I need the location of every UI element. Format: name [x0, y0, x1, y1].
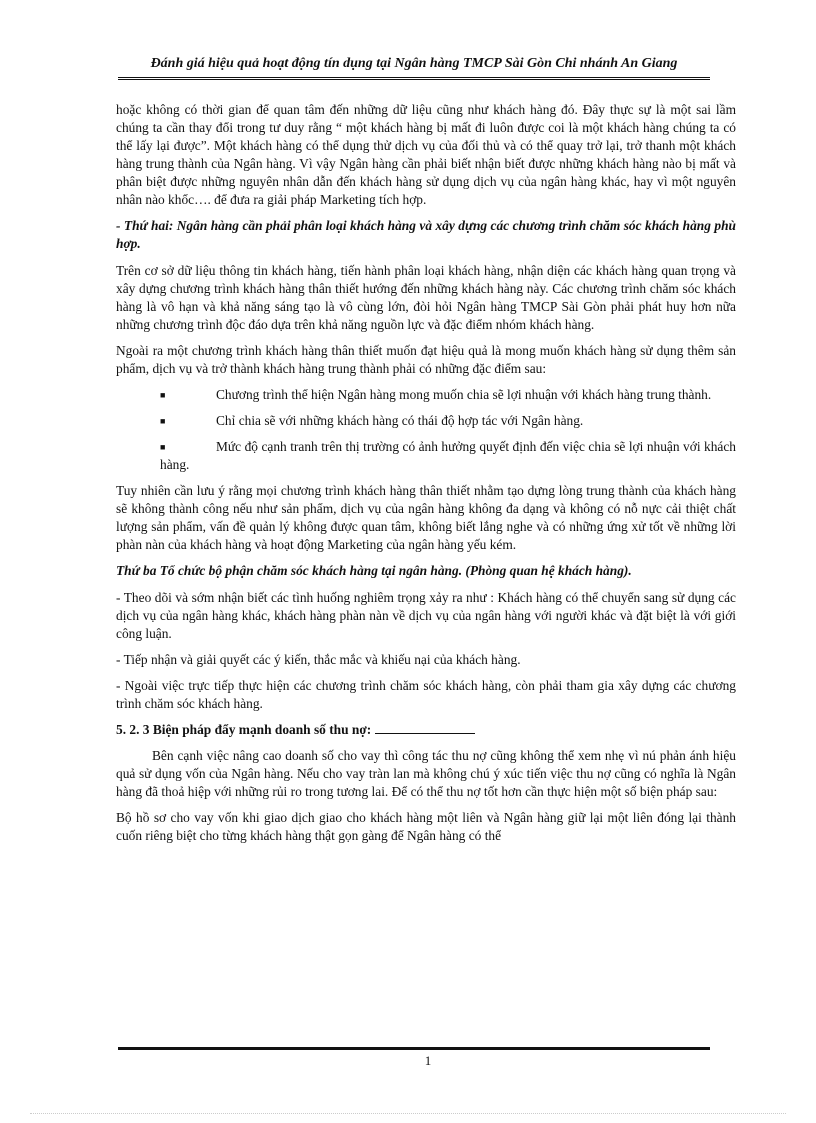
list-item-text: Mức độ cạnh tranh trên thị trường có ảnh hưởng quyết định đến việc chia sẽ lợi nhuận với khách hàng. [160, 439, 736, 472]
list-item [160, 438, 736, 474]
section-heading: Thứ ba Tổ chức bộ phận chăm sóc khách hàng tại ngân hàng. (Phòng quan hệ khách hàng). [116, 563, 632, 578]
paragraph: Trên cơ sở dữ liệu thông tin khách hàng, tiến hành phân loại khách hàng, nhận diện các khách hàng quan trọng và xây dựng chương trình khách hàng thân thiết hướng đến những khách hàng này. Các chương trình chăm sóc khách hàng là vô hạn và khả năng sáng tạo là vô cùng lớn, đòi hỏi Ngân hàng TMCP Sài Gòn phải phát huy hơn nữa những chương trình độc đáo dựa trên khả năng nguồn lực và đặc điểm nhóm khách hàng. [116, 263, 736, 332]
page-bottom-divider [30, 1113, 786, 1114]
document-body [116, 101, 736, 853]
footer-rule [118, 1047, 710, 1050]
paragraph: hoặc không có thời gian để quan tâm đến những dữ liệu cũng như khách hàng đó. Đây thực sự là một sai lầm chúng ta cần thay đổi trong tư duy rằng “ một khách hàng bị mất đi luôn được coi là một khách hàng chúng ta có thể lấy lại được”. Một khách hàng có thể dụng thử dịch vụ của đối thủ và có thể quay trở lại, trở thanh một khách hàng trung thành của Ngân hàng. Vì vậy Ngân hàng cần phải biết nhận biết được những khách hàng nào bị mất và phân biệt được những nguyên nhân dẫn đến khách hàng sử dụng dịch vụ của ngân hàng khác, hay vì một nguyên nhân nào khổc…. để đưa ra giải pháp Marketing tích hợp. [116, 102, 736, 207]
section-heading: - Thứ hai: Ngân hàng cần phải phân loại khách hàng và xây dựng các chương trình chăm sóc khách hàng phù hợp. [116, 218, 736, 251]
paragraph: Bộ hồ sơ cho vay vốn khi giao dịch giao cho khách hàng một liên và Ngân hàng giữ lại một liên đóng lại thành cuốn riêng biệt cho từng khách hàng thật gọn gàng để Ngân hàng có thể [116, 810, 736, 843]
list-item-text: Chương trình thể hiện Ngân hàng mong muốn chia sẽ lợi nhuận với khách hàng trung thành. [216, 387, 712, 402]
paragraph: - Ngoài việc trực tiếp thực hiện các chương trình chăm sóc khách hàng, còn phải tham gia xây dựng các chương trình chăm sóc khách hàng. [116, 678, 736, 711]
paragraph: Bên cạnh việc nâng cao doanh số cho vay thì công tác thu nợ cũng không thể xem nhẹ vì nú phản ánh hiệu quả sử dụng vốn của Ngân hàng. Nếu cho vay tràn lan mà không chú ý xúc tiến việc thu nợ cũng có nghĩa là Ngân hàng đã thoả hiệp với những rủi ro trong tương lai. Để có thể thu nợ tốt hơn cần thực hiện một số biện pháp sau: [116, 748, 736, 799]
paragraph: - Tiếp nhận và giải quyết các ý kiến, thắc mắc và khiếu nại của khách hàng. [116, 652, 521, 667]
list-item [160, 386, 736, 404]
bullet-list [116, 386, 736, 474]
subsection-heading-text: 5. 2. 3 Biện pháp đẩy mạnh doanh số thu nợ: [116, 722, 375, 737]
paragraph: Ngoài ra một chương trình khách hàng thân thiết muốn đạt hiệu quả là mong muốn khách hàng sử dụng thêm sản phẩm, dịch vụ và trở thành khách hàng trung thành phải có những đặc điểm sau: [116, 343, 736, 376]
subsection-heading [116, 721, 736, 739]
list-item [160, 412, 736, 430]
page-header [118, 56, 710, 80]
paragraph: - Theo dõi và sớm nhận biết các tình huống nghiêm trọng xảy ra như : Khách hàng có thể chuyển sang sử dụng các dịch vụ của ngân hàng khác, khách hàng phàn nàn về dịch vụ của ngân hàng với người khác và đặt biệt là với giới công luận. [116, 590, 736, 641]
square-bullet-icon: ■ [160, 416, 166, 426]
square-bullet-icon: ■ [160, 390, 166, 400]
page-number: 1 [424, 1053, 432, 1068]
paragraph: Tuy nhiên cần lưu ý rằng mọi chương trình khách hàng thân thiết nhằm tạo dựng lòng trung thành của khách hàng sẽ không thành công nếu như sản phẩm, dịch vụ của ngân hàng không đa dạng và không có nỗ nực cải thiệt chất lượng sản phẩm, vấn đề quản lý không được quan tâm, không biết lắng nghe và có những ứng xử tốt về những lời phàn nàn của khách hàng và hoạt động Marketing của ngân hàng yếu kém. [116, 483, 736, 552]
square-bullet-icon: ■ [160, 442, 166, 452]
running-title: Đánh giá hiệu quả hoạt động tín dụng tại Ngân hàng TMCP Sài Gòn Chi nhánh An Giang [150, 56, 678, 71]
list-item-text: Chỉ chia sẽ với những khách hàng có thái độ hợp tác với Ngân hàng. [216, 413, 584, 428]
underline-blank [375, 721, 475, 734]
